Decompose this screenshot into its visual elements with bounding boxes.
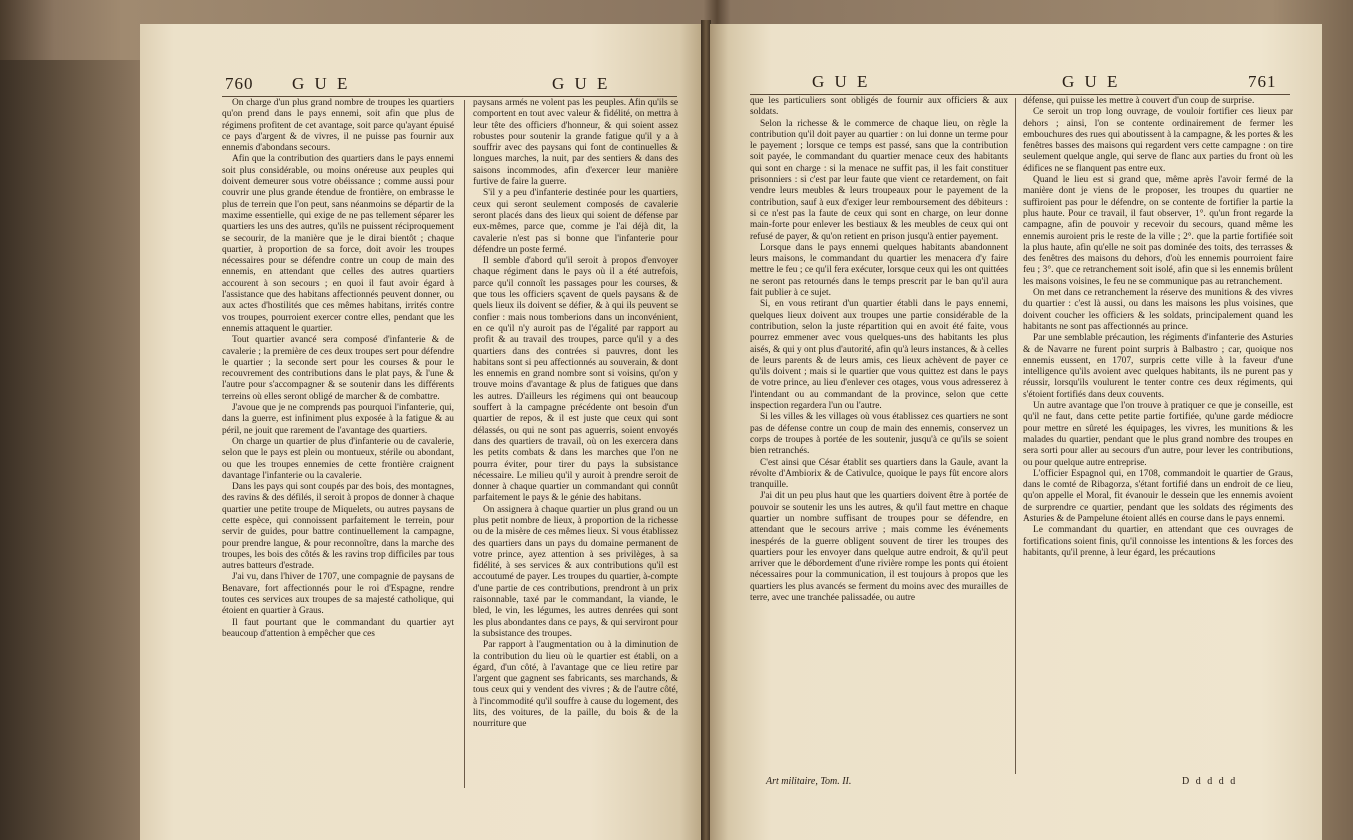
page-number: 760: [225, 74, 254, 93]
header-rule: [222, 96, 677, 97]
text-column-2: [473, 98, 678, 792]
paragraph: Un autre avantage que l'on trouve à pratiquer ce que je conseille, est qu'il ne faut, dans cette petite partie fortifiée, qu'une garde médiocre pour mettre en sûreté les équipages, les vivres, les munitions & les malades du quartier, pendant que le plus grand nombre des troupes en sera sorti pour aller au secours d'un autre, pour lever les contributions, ou pour quelque autre entreprise.: [1023, 401, 1293, 468]
paragraph: défense, qui puisse les mettre à couvert d'un coup de surprise.: [1023, 96, 1255, 106]
paragraph: On charge un quartier de plus d'infanterie ou de cavalerie, selon que le pays est plein ou montueux, stérile ou abondant, ou que les troupes ennemies de cette frontière craignent davantage l'infanterie ou la cavalerie.: [222, 436, 454, 481]
paragraph: On charge d'un plus grand nombre de troupes les quartiers qu'on prend dans le pays ennemi, soit afin que plus de régimens profitent de cet avantage, soit parce qu'ayant épuisé ce pays d'argent & de vivres, il ne puisse pas fournir aux ennemis d'abondans secours.: [222, 98, 454, 154]
paragraph: Dans les pays qui sont coupés par des bois, des montagnes, des ravins & des défilés, il seroit à propos de donner à chaque quartier une petite troupe de Miquelets, ou autres paysans de cette espèce, qui connoissent parfaitement le terrein, pour servir de guides, pour battre continuellement la campagne, pour prendre langue, & pour reconnoître, dans la marche des troupes, les bois des côtés & les ravins trop difficiles par tous autres batteurs d'estrade.: [222, 482, 454, 572]
paragraph: S'il y a peu d'infanterie destinée pour les quartiers, ceux qui seront seulement composés de cavalerie seront placés dans des lieux qui soient de défense par eux-mêmes, parce que, comme je l'ai déjà dit, la cavalerie n'est pas si bonne que l'infanterie pour défendre un poste fermé.: [473, 188, 678, 255]
paragraph: Par rapport à l'augmentation ou à la diminution de la contribution du lieu où le quartier est établi, on a égard, d'un côté, à l'avantage que ce lieu retire par l'argent que gagnent ses fabricants, ses marchands, & tous ceux qui y vendent des vivres ; & de l'autre côté, à l'incommodité qu'il souffre à cause du logement, des lits, des voitures, de la paille, du bois & de la nourriture que: [473, 640, 678, 730]
running-head-right: G U E: [552, 74, 611, 93]
paragraph: Afin que la contribution des quartiers dans le pays ennemi soit plus considérable, ou moins onéreuse aux peuples qui doivent demeurer sous votre obéissance ; comme aussi pour couvrir une plus grande étendue de frontière, on embrasse le plus de terrein que l'on peut, sans néanmoins se départir de la maxime essentielle, qui exige de ne pas tellement séparer les quartiers les uns des autres, qu'ils ne puissent réciproquement se secourir, de la manière que je le dirai bientôt ; chaque quartier, à proportion de sa force, doit avoir les troupes nécessaires pour se défendre contre un coup de main des ennemis, en attendant que celles des autres quartiers accourent à son secours ; en quoi il faut avoir égard à l'assistance que des habitans affectionnés peuvent donner, ou aux actes d'hostilités que ces mêmes habitans, irrités contre vos troupes, pourroient exercer contre elles, pendant que les ennemis attaquent le quartier.: [222, 154, 454, 334]
paragraph: que les particuliers sont obligés de fournir aux officiers & aux soldats.: [750, 96, 1008, 118]
paragraph: C'est ainsi que César établit ses quartiers dans la Gaule, avant la révolte d'Ambiorix & de Cativulce, quoique le pays fût encore alors tranquille.: [750, 457, 1008, 491]
running-head-right: G U E: [1062, 72, 1121, 91]
paragraph: Par une semblable précaution, les régiments d'infanterie des Asturies & de Navarre ne furent point surpris à Balbastro ; car, quoique nos ennemis eussent, en 1707, surpris cette ville à la faveur d'une intelligence qu'ils avoient avec quelques habitants, ils ne purent pas y réussir, lorsqu'ils voulurent le tenter contre ces deux régiments, qui s'étoient fortifiés dans deux couvents.: [1023, 333, 1293, 400]
paragraph: Il semble d'abord qu'il seroit à propos d'envoyer chaque régiment dans le pays où il a été autrefois, parce qu'il connoît les passages pour les courses, & que tous les officiers sçavent de quels paysans & de quels lieux ils doivent se défier, & à qui ils peuvent se confier : mais nous tomberions dans un inconvénient, en ce qu'il n'y auroit pas de l'égalité par rapport au profit & au travail des troupes, parce qu'il y a des quartiers dans des contrées si pauvres, dont les habitans sont si peu affectionnés au souverain, & dont les ennemis en grand nombre sont si voisins, qu'on y trouve moins d'avantage & plus de fatigues que dans les autres. D'ailleurs les régimens qui ont beaucoup souffert à la campagne précédente ont besoin d'un quartier de repos, & il est juste que ceux qui sont délassés, ou qui ne sont pas aguerris, soient envoyés dans des quartiers de travail, où on les exercera dans les petits combats & dans les marches que l'on ne pourra éviter, pour tirer du pays la subsistance nécessaire. Le milieu qu'il y auroit à prendre seroit de donner à chaque quartier un commandant qui connût parfaitement le pays & le génie des habitans.: [473, 256, 678, 504]
paragraph: J'ai vu, dans l'hiver de 1707, une compagnie de paysans de Benavare, fort affectionnés pour le roi d'Espagne, rendre toutes ces services aux troupes de sa majesté catholique, qui étoient en quartier à Graus.: [222, 572, 454, 617]
book-edge: [0, 60, 140, 840]
paragraph: Ce seroit un trop long ouvrage, de vouloir fortifier ces lieux par dehors ; ainsi, l'on se contente ordinairement de fermer les embouchures des rues qui aboutissent à la campagne, & les portes & les fenêtres basses des maisons qui regardent vers cette campagne : on tire seulement quelque angle, qui serve de flanc aux parties du front où les édifices ne se flanquent pas entre eux.: [1023, 107, 1293, 174]
paragraph: On assignera à chaque quartier un plus grand ou un plus petit nombre de lieux, à proportion de la richesse ou de la misère de ces mêmes lieux. Si vous établissez des quartiers dans un pays du domaine permanent de votre prince, ayez attention à ses privilèges, à sa fidélité, à ses services & aux contributions qu'il est accoutumé de payer. Les troupes du quartier, à-compte d'une partie de ces contributions, prendront à un prix raisonnable, taxé par le commandant, la viande, le bled, le vin, les légumes, les autres denrées qui sont les plus abondantes dans ce pays, & qui serviront pour la subsistance des troupes.: [473, 504, 678, 639]
page-number: 761: [1248, 72, 1277, 91]
running-head-left: G U E: [812, 72, 871, 91]
paragraph: paysans armés ne volent pas les peuples. Afin qu'ils se comportent en tout avec valeur & fidélité, on mettra à leur tête des officiers d'honneur, & qui soient assez robustes pour soutenir la grande fatigue qu'il y a à souffrir avec des paysans qui font de continuelles & longues marches, la nuit, par des sentiers & dans des saisons incommodes, afin d'exercer leur manière furtive de faire la guerre.: [473, 98, 678, 188]
paragraph: Selon la richesse & le commerce de chaque lieu, on règle la contribution qu'il doit payer au quartier : on lui donne un terme pour le payement ; lorsque ce temps est passé, sans que la contribution soit payée, le commandant du quartier menace ceux des habitants qui sont en charge : si la menace ne suffit pas, il les fait constituer prisonniers : si c'est par leur faute que vient ce retardement, on fait vendre leurs meubles & leurs troupeaux pour le payement de la contribution, sauf à eux d'exiger leur remboursement des débiteurs : si ce n'est pas la faute de ceux qui sont en charge, on leur donne main-forte pour enlever les bestiaux & les meubles de ceux qui ont refusé de payer, & qu'on retient en prison jusqu'à entier payement.: [750, 118, 1008, 242]
footer-signature: D d d d d: [1182, 776, 1238, 787]
column-divider: [464, 100, 465, 788]
paragraph: L'officier Espagnol qui, en 1708, commandoit le quartier de Graus, dans le comté de Ribagorza, s'étant fortifié dans un endroit de ce lieu, qu'on appelle el Moral, fit évanouir le dessein que les ennemis avoient de surprendre ce quartier, pendant que les soldats des régiments des Asturies & de Pampelune étoient allés en course dans le pays ennemi.: [1023, 468, 1293, 524]
paragraph: Le commandant du quartier, en attendant que ces ouvrages de fortifications soient finis, qu'il connoisse les intentions & les forces des habitants, qu'il prenne, à leur égard, les précautions: [1023, 525, 1293, 558]
paragraph: Lorsque dans le pays ennemi quelques habitants abandonnent leurs maisons, le commandant du quartier les menacera d'y faire mettre le feu ; ce qu'il fera exécuter, lorsque ceux qui les ont quittées ne seront pas retournés dans le temps prescrit par le ban qu'il aura fait publier à ce sujet.: [750, 242, 1008, 299]
text-column-1: [222, 98, 454, 792]
paragraph: Si, en vous retirant d'un quartier établi dans le pays ennemi, quelques lieux doivent aux troupes une partie considérable de la contribution, selon la juste répartition qui en avoit été faite, vous pourrez emmener avec vous quelques-uns des habitants les plus aisés, & qui y ont plus d'autorité, afin qu'à leurs instances, & à celles de leurs parents & de leurs amis, ces lieux achèvent de payer ce qu'ils doivent ; mais si le quartier que vous quittez est dans le pays de votre prince, au lieu d'enlever ces otages, vous vous adresserez à l'intendant ou au commandant de la province, selon que cette inspection regardera l'un ou l'autre.: [750, 299, 1008, 412]
column-divider: [1015, 98, 1016, 774]
footer-volume: Art militaire, Tom. II.: [766, 776, 852, 787]
left-page: [140, 24, 702, 840]
paragraph: Quand le lieu est si grand que, même après l'avoir fermé de la manière dont je viens de le proposer, les troupes du quartier ne suffiroient pas pour le défendre, on se contente de fortifier la partie la plus haute. Pour ce travail, il faut observer, 1°. qu'un front regarde la campagne, afin de pouvoir y recevoir du secours, quand même les ennemis auroient pris le reste de la ville ; 2°. que la partie fortifiée soit la plus haute, afin qu'elle ne soit pas dominée des toits, des terrasses & des fenêtres des maisons du dehors, d'où les ennemis pourroient faire feu ; 3°. que ce retranchement soit isolé, afin que si les ennemis brûlent les maisons voisines, le feu ne se communique pas au retranchement.: [1023, 175, 1293, 287]
right-page: [710, 24, 1322, 840]
paragraph: Il faut pourtant que le commandant du quartier ayt beaucoup d'attention à empêcher que ces: [222, 617, 454, 639]
paragraph: Si les villes & les villages où vous établissez ces quartiers ne sont pas de défense contre un coup de main des ennemis, conservez un corps de troupes à portée de les soutenir, jusqu'à ce qu'ils se soient bien retranchés.: [750, 412, 1008, 457]
paragraph: J'avoue que je ne comprends pas pourquoi l'infanterie, qui, dans la guerre, est infiniment plus exposée à la fatigue & au péril, ne jouit que rarement de l'avantage des quartiers.: [222, 403, 454, 436]
paragraph: J'ai dit un peu plus haut que les quartiers doivent être à portée de pouvoir se soutenir les uns les autres, & qu'il faut mettre en chaque quartier un nombre suffisant de troupes pour se défendre, en attendant que le secours arrive ; mais comme les événements inespérés de la guerre obligent souvent de tirer les troupes des quartiers pour les envoyer dans quelque autre endroit, & qu'il peut arriver que le débordement d'une rivière rompe les ponts qui étoient nécessaires pour la communication, il est toujours à propos que les quartiers les plus avancés se ferment du moins avec des murailles de terre, avec une tranchée palissadée, ou autre: [750, 491, 1008, 604]
paragraph: Tout quartier avancé sera composé d'infanterie & de cavalerie ; la première de ces deux troupes sert pour défendre le quartier ; la seconde sert pour les courses & pour le recouvrement des contributions dans le plat pays, & l'une & l'autre pour s'accompagner & se soutenir dans les différents terreins où elles seront obligé de marcher & de combattre.: [222, 335, 454, 402]
header-rule: [750, 94, 1290, 95]
paragraph: On met dans ce retranchement la réserve des munitions & des vivres du quartier : c'est là aussi, ou dans les maisons les plus voisines, que doivent coucher les officiers & les soldats, principalement quand les habitants ne sont pas affectionnés au prince.: [1023, 288, 1293, 332]
text-column-2: [1023, 96, 1293, 776]
text-column-1: [750, 96, 1008, 776]
running-head-left: G U E: [292, 74, 351, 93]
